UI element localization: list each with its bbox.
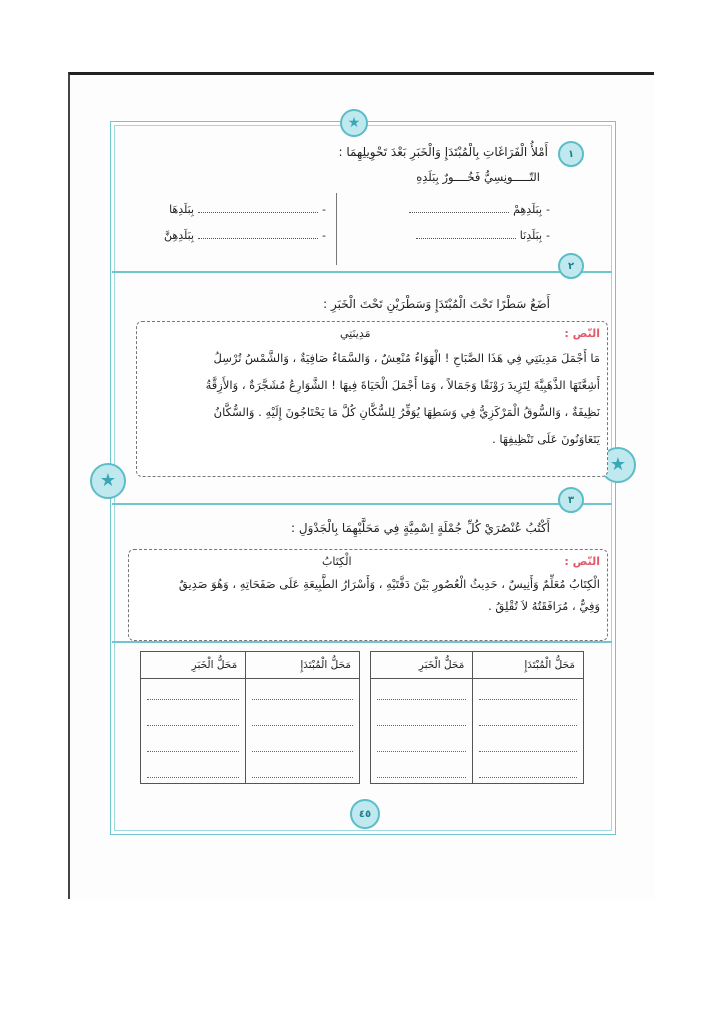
answer-table-right: [370, 651, 584, 784]
exercise-3-text-label: النّص :: [564, 555, 600, 568]
exercise-2-paragraph: [144, 345, 600, 453]
blank-dash: -: [546, 229, 550, 242]
paragraph-line: الْكِتَابُ مُعَلِّمٌ وَأَنِيسٌ ، حَدِيثُ الْعُصُورِ بَيْنَ دَفَّتَيْهِ ، وَأَسْرَارُ الطَّبِيعَةِ عَلَى صَفَحَاتِهِ ، وَهُوَ صَدِيقٌ: [178, 577, 600, 591]
blank-row-left-top[interactable]: [120, 203, 326, 216]
table-header-mubtada: مَحَلُّ الْمُبْتَدَإِ: [473, 652, 584, 679]
answer-line[interactable]: [409, 204, 509, 213]
table-row: [141, 679, 360, 706]
answer-cell[interactable]: [473, 679, 584, 706]
exercise-3-text-title: الْكِتَابُ: [322, 555, 352, 568]
section-divider-3: [112, 641, 612, 643]
answer-table-left: [140, 651, 360, 784]
table-header-khabar: مَحَلُّ الْخَبَرِ: [371, 652, 473, 679]
exercise-2-text-title: مَدِينَتِي: [340, 327, 371, 340]
blank-row-right-top[interactable]: [350, 203, 550, 216]
exercise-1-column-separator: [336, 193, 337, 265]
exercise-2-text-label: النّص :: [564, 327, 600, 340]
answer-line[interactable]: [416, 230, 516, 239]
answer-cell[interactable]: [371, 705, 473, 731]
top-star-ornament: ★: [340, 109, 368, 137]
exercise-3-instruction: أَكْتُبُ عُنْصُرَيْ كُلِّ جُمْلَةٍ اِسْمِيَّةٍ فِي مَحَلَّيْهِمَا بِالْجَدْوَلِ :: [291, 521, 550, 535]
table-header-khabar: مَحَلُّ الْخَبَرِ: [141, 652, 246, 679]
answer-cell[interactable]: [141, 757, 246, 784]
answer-cell[interactable]: [371, 731, 473, 757]
table-row: [371, 679, 584, 706]
exercise-3-number: ٣: [558, 487, 584, 513]
table-row: [141, 757, 360, 784]
table-row: [141, 705, 360, 731]
right-star-ornament: ★: [600, 447, 636, 483]
paragraph-line: نَظِيفَةٌ ، وَالسُّوقُ الْمَرْكَزِيُّ فِي وَسَطِهَا يُوَفِّرُ لِلسُّكَّانِ كُلَّ مَا يَحْتَاجُونَ إِلَيْهِ . وَالسُّكَّانُ: [213, 405, 600, 419]
answer-line[interactable]: [198, 204, 318, 213]
exercise-2-instruction: أَضَعُ سَطْرًا تَحْتَ الْمُبْتَدَإِ وَسَطْرَيْنِ تَحْتَ الْخَبَرِ :: [323, 297, 550, 311]
answer-cell[interactable]: [473, 731, 584, 757]
exercise-1-number: ١: [558, 141, 584, 167]
section-divider-2: [112, 503, 612, 505]
blank-word: بِبَلَدِهِمْ: [513, 203, 543, 216]
answer-line[interactable]: [198, 230, 318, 239]
answer-cell[interactable]: [246, 757, 360, 784]
blank-word: بِبَلَدِهَا: [169, 203, 195, 216]
table-row: [371, 731, 584, 757]
answer-cell[interactable]: [246, 731, 360, 757]
answer-cell[interactable]: [473, 705, 584, 731]
exercise-1-instruction: أَمْلأُ الْفَرَاغَاتِ بِالْمُبْتَدَإِ وَالْخَبَرِ بَعْدَ تَحْوِيلِهِمَا :: [338, 145, 548, 159]
table-row: [371, 757, 584, 784]
blank-dash: -: [546, 203, 550, 216]
paragraph-line: مَا أَجْمَلَ مَدِينَتِي فِي هَذَا الصَّبَاحِ ! الْهَوَاءُ مُنْعِشٌ ، وَالسَّمَاءُ صَافِيَةٌ ، وَالشَّمْسُ تُرْسِلُ: [213, 351, 600, 365]
answer-cell[interactable]: [246, 705, 360, 731]
paragraph-line: يَتَعَاوَنُونَ عَلَى تَنْظِيفِهَا .: [492, 432, 600, 446]
blank-dash: -: [322, 203, 326, 216]
answer-cell[interactable]: [141, 705, 246, 731]
paragraph-line: أَشِعَّتَهَا الذَّهَبِيَّةَ لِتَزِيدَ رَوْنَقًا وَجَمَالاً ، وَمَا أَجْمَلَ الْحَيَاةَ فِيهَا ! الشَّوَارِعُ مُشَجَّرَةٌ ، وَالأَزِقَّةُ: [205, 378, 600, 392]
blank-word: بِبَلَدِنَا: [519, 229, 543, 242]
answer-cell[interactable]: [473, 757, 584, 784]
exercise-1-example: التّـــــونِسِيُّ فَخُــــورٌ بِبَلَدِهِ: [416, 170, 540, 184]
blank-row-right-bottom[interactable]: [350, 229, 550, 242]
answer-cell[interactable]: [141, 731, 246, 757]
paragraph-line: وَفِيٌّ ، مُرَافَقَتُهُ لاَ تُقْلِقُ .: [488, 599, 600, 613]
left-star-ornament: ★: [90, 463, 126, 499]
exercise-3-paragraph: [136, 573, 600, 617]
blank-row-left-bottom[interactable]: [120, 229, 326, 242]
page-number: ٤٥: [350, 799, 380, 829]
table-row: [141, 731, 360, 757]
answer-cell[interactable]: [371, 679, 473, 706]
table-header-mubtada: مَحَلُّ الْمُبْتَدَإِ: [246, 652, 360, 679]
blank-word: بِبَلَدِهِنَّ: [164, 229, 195, 242]
exercise-2-number: ٢: [558, 253, 584, 279]
section-divider-1: [112, 271, 612, 273]
answer-cell[interactable]: [371, 757, 473, 784]
answer-cell[interactable]: [246, 679, 360, 706]
blank-dash: -: [322, 229, 326, 242]
table-row: [371, 705, 584, 731]
answer-cell[interactable]: [141, 679, 246, 706]
worksheet-page: [68, 72, 654, 899]
